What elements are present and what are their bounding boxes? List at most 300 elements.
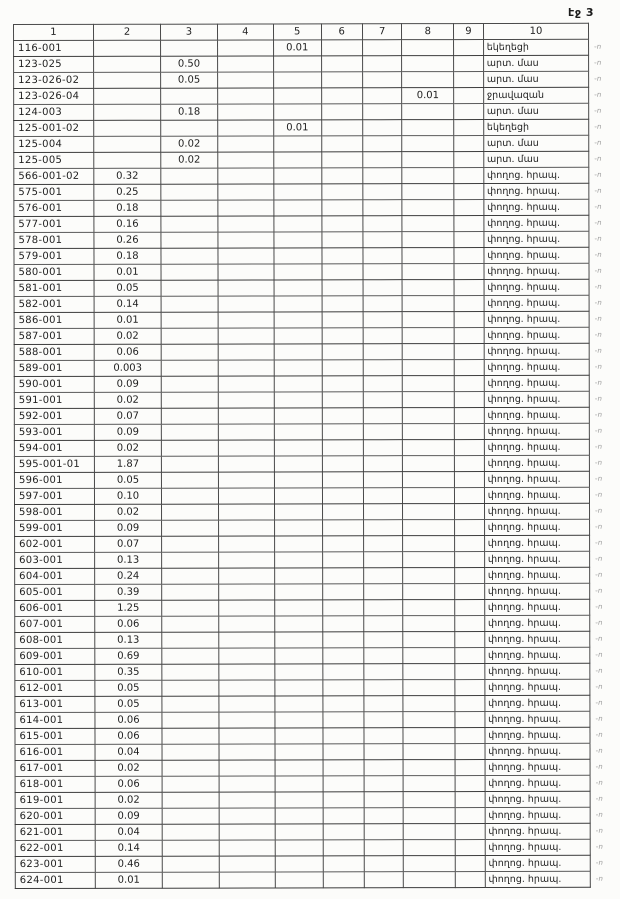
- value-cell: [322, 376, 363, 392]
- parcel-id-cell: 581-001: [14, 280, 94, 296]
- land-use-cell: փողոց. հրապ.: [484, 295, 590, 311]
- column-header: 2: [93, 24, 160, 40]
- value-cell: [363, 200, 403, 216]
- value-cell: [322, 296, 363, 312]
- parcel-id-cell: 594-001: [14, 440, 94, 456]
- value-cell: [363, 216, 403, 232]
- land-use-cell: փողոց. հրապ.: [484, 599, 590, 615]
- land-use-cell: փողոց. հրապ.: [485, 743, 591, 759]
- parcel-id-cell: 606-001: [15, 600, 95, 616]
- value-cell: 0.09: [94, 520, 161, 536]
- value-cell: [322, 728, 363, 744]
- land-use-cell: փողոց. հրապ.: [484, 327, 590, 343]
- value-cell: [219, 744, 275, 760]
- value-cell: [323, 840, 364, 856]
- land-use-cell: արտ. մաս: [483, 151, 589, 167]
- value-cell: [321, 216, 362, 232]
- table-row: [14, 103, 620, 120]
- margin-mark: ֊ո: [595, 474, 603, 483]
- margin-mark: ֊ո: [595, 458, 603, 467]
- value-cell: 0.05: [94, 280, 161, 296]
- column-header: 8: [402, 24, 454, 40]
- value-cell: [162, 616, 219, 632]
- value-cell: [161, 88, 218, 104]
- value-cell: [162, 824, 219, 840]
- value-cell: [402, 200, 454, 216]
- value-cell: [454, 248, 484, 264]
- value-cell: [454, 40, 484, 56]
- table-row: [14, 423, 620, 440]
- parcel-id-cell: 577-001: [14, 216, 94, 232]
- land-use-cell: եկեղեցի: [483, 119, 589, 135]
- value-cell: [218, 616, 274, 632]
- value-cell: [162, 600, 219, 616]
- table-row: [14, 391, 620, 408]
- margin-mark: ֊ո: [595, 522, 603, 531]
- value-cell: 0.06: [95, 712, 162, 728]
- table-row: [14, 183, 620, 200]
- parcel-id-cell: 125-005: [14, 152, 94, 168]
- value-cell: [403, 744, 455, 760]
- value-cell: [162, 872, 219, 888]
- parcel-id-cell: 124-003: [14, 104, 94, 120]
- value-cell: [364, 760, 404, 776]
- value-cell: [402, 248, 454, 264]
- table-row: [14, 439, 620, 456]
- margin-mark: ֊ո: [594, 282, 602, 291]
- value-cell: [454, 440, 484, 456]
- parcel-id-cell: 591-001: [14, 392, 94, 408]
- table-row: [14, 359, 620, 376]
- land-use-cell: արտ. մաս: [483, 135, 589, 151]
- value-cell: [218, 584, 274, 600]
- value-cell: [454, 456, 484, 472]
- value-cell: [363, 232, 403, 248]
- value-cell: [322, 344, 363, 360]
- land-use-cell: փողոց. հրապ.: [484, 247, 590, 263]
- value-cell: [322, 264, 363, 280]
- table-row: [14, 487, 620, 504]
- value-cell: [403, 664, 455, 680]
- value-cell: [363, 408, 403, 424]
- value-cell: [363, 472, 403, 488]
- value-cell: [275, 808, 323, 824]
- value-cell: [218, 184, 274, 200]
- value-cell: [161, 264, 218, 280]
- value-cell: [364, 792, 404, 808]
- value-cell: [364, 872, 404, 888]
- value-cell: [364, 744, 404, 760]
- parcel-id-cell: 616-001: [15, 744, 95, 760]
- value-cell: [275, 760, 323, 776]
- value-cell: [217, 40, 273, 56]
- value-cell: 0.05: [95, 680, 162, 696]
- value-cell: 0.13: [95, 632, 162, 648]
- value-cell: [403, 328, 455, 344]
- table-row: [15, 743, 620, 760]
- value-cell: [454, 184, 484, 200]
- parcel-id-cell: 575-001: [14, 184, 94, 200]
- value-cell: [275, 584, 323, 600]
- value-cell: [321, 248, 362, 264]
- table-row: [14, 39, 620, 56]
- parcel-id-cell: 608-001: [15, 632, 95, 648]
- parcel-id-cell: 587-001: [14, 328, 94, 344]
- table-row: [15, 599, 620, 616]
- value-cell: [321, 88, 362, 104]
- value-cell: [274, 360, 322, 376]
- margin-mark: ֊ո: [595, 730, 603, 739]
- value-cell: [273, 72, 321, 88]
- value-cell: [404, 872, 456, 888]
- value-cell: [403, 472, 455, 488]
- table-row: [14, 407, 620, 424]
- value-cell: [363, 520, 403, 536]
- value-cell: [275, 792, 323, 808]
- land-use-cell: եկեղեցի: [483, 39, 589, 55]
- margin-mark: ֊ո: [594, 154, 602, 163]
- value-cell: [454, 264, 484, 280]
- value-cell: [273, 88, 321, 104]
- value-cell: [274, 248, 322, 264]
- value-cell: [363, 488, 403, 504]
- value-cell: [321, 56, 362, 72]
- margin-mark: ֊ո: [595, 490, 603, 499]
- land-use-cell: փողոց. հրապ.: [484, 567, 590, 583]
- margin-mark: ֊ո: [594, 266, 602, 275]
- value-cell: [274, 440, 322, 456]
- table-row: [14, 199, 620, 216]
- value-cell: [219, 840, 275, 856]
- value-cell: [403, 536, 455, 552]
- value-cell: [454, 168, 484, 184]
- value-cell: [403, 568, 455, 584]
- value-cell: [454, 120, 484, 136]
- value-cell: 0.18: [94, 200, 161, 216]
- value-cell: 0.39: [94, 584, 161, 600]
- value-cell: 0.01: [273, 40, 321, 56]
- value-cell: [403, 600, 455, 616]
- table-row: [14, 279, 620, 296]
- margin-mark: ֊ո: [594, 58, 602, 67]
- value-cell: [161, 376, 218, 392]
- margin-mark: ֊ո: [595, 842, 603, 851]
- margin-mark: ֊ո: [595, 698, 603, 707]
- value-cell: 0.05: [95, 696, 162, 712]
- value-cell: [275, 664, 323, 680]
- parcel-id-cell: 593-001: [14, 424, 94, 440]
- table-row: [14, 71, 620, 88]
- value-cell: [454, 424, 484, 440]
- value-cell: [454, 408, 484, 424]
- value-cell: 0.02: [94, 392, 161, 408]
- table-row: [15, 871, 620, 888]
- parcel-id-cell: 615-001: [15, 728, 95, 744]
- value-cell: [162, 792, 219, 808]
- margin-mark: ֊ո: [594, 362, 602, 371]
- land-use-cell: փողոց. հրապ.: [485, 775, 591, 791]
- value-cell: 0.05: [161, 72, 218, 88]
- land-use-cell: փողոց. հրապ.: [485, 823, 591, 839]
- margin-mark: ֊ո: [594, 186, 602, 195]
- value-cell: [364, 552, 404, 568]
- value-cell: 0.50: [161, 56, 218, 72]
- value-cell: [274, 184, 322, 200]
- value-cell: [274, 424, 322, 440]
- value-cell: [323, 824, 364, 840]
- table-row: [15, 807, 620, 824]
- margin-mark: ֊ո: [595, 682, 603, 691]
- value-cell: [364, 840, 404, 856]
- value-cell: [364, 536, 404, 552]
- value-cell: [364, 584, 404, 600]
- value-cell: [402, 72, 454, 88]
- value-cell: 0.26: [94, 232, 161, 248]
- margin-mark: ֊ո: [594, 234, 602, 243]
- value-cell: [161, 392, 218, 408]
- value-cell: [364, 696, 404, 712]
- value-cell: [218, 376, 274, 392]
- land-use-cell: փողոց. հրապ.: [484, 391, 590, 407]
- value-cell: [322, 520, 363, 536]
- land-use-cell: փողոց. հրապ.: [484, 439, 590, 455]
- value-cell: [218, 440, 274, 456]
- value-cell: [364, 632, 404, 648]
- parcel-id-cell: 598-001: [15, 504, 95, 520]
- value-cell: 0.18: [161, 104, 218, 120]
- value-cell: [322, 552, 363, 568]
- value-cell: [322, 472, 363, 488]
- value-cell: 1.25: [95, 600, 162, 616]
- value-cell: [218, 456, 274, 472]
- value-cell: [364, 568, 404, 584]
- value-cell: [218, 504, 274, 520]
- value-cell: [363, 280, 403, 296]
- value-cell: [455, 744, 485, 760]
- value-cell: [322, 312, 363, 328]
- value-cell: 0.01: [94, 264, 161, 280]
- value-cell: [455, 552, 485, 568]
- value-cell: [363, 424, 403, 440]
- value-cell: 0.06: [94, 344, 161, 360]
- table-row: [14, 119, 620, 136]
- value-cell: [219, 760, 275, 776]
- land-use-cell: փողոց. հրապ.: [485, 855, 591, 871]
- parcel-id-cell: 621-001: [15, 824, 95, 840]
- value-cell: 0.02: [94, 328, 161, 344]
- value-cell: [218, 312, 274, 328]
- value-cell: 0.02: [94, 440, 161, 456]
- value-cell: 0.07: [94, 408, 161, 424]
- value-cell: 0.14: [94, 296, 161, 312]
- value-cell: [322, 360, 363, 376]
- land-use-cell: արտ. մաս: [483, 55, 589, 71]
- table-row: [14, 327, 620, 344]
- value-cell: [162, 728, 219, 744]
- value-cell: [363, 344, 403, 360]
- value-cell: [274, 568, 322, 584]
- column-header: 6: [321, 24, 362, 40]
- parcel-id-cell: 595-001-01: [14, 456, 94, 472]
- value-cell: [161, 40, 218, 56]
- value-cell: 0.32: [94, 168, 161, 184]
- value-cell: [274, 488, 322, 504]
- value-cell: [363, 296, 403, 312]
- value-cell: [275, 696, 323, 712]
- value-cell: [274, 200, 322, 216]
- land-use-cell: փողոց. հրապ.: [484, 407, 590, 423]
- value-cell: [321, 232, 362, 248]
- value-cell: [455, 776, 485, 792]
- value-cell: [454, 392, 484, 408]
- parcel-id-cell: 580-001: [14, 264, 94, 280]
- value-cell: [274, 264, 322, 280]
- column-header: 10: [483, 23, 589, 39]
- value-cell: [161, 296, 218, 312]
- parcel-id-cell: 592-001: [14, 408, 94, 424]
- parcel-id-cell: 116-001: [14, 40, 94, 56]
- value-cell: [364, 600, 404, 616]
- value-cell: [323, 808, 364, 824]
- value-cell: [454, 296, 484, 312]
- table-row: [15, 855, 620, 872]
- value-cell: [274, 136, 322, 152]
- value-cell: [217, 104, 273, 120]
- value-cell: [403, 488, 455, 504]
- value-cell: [455, 632, 485, 648]
- value-cell: [161, 360, 218, 376]
- value-cell: [403, 712, 455, 728]
- value-cell: [455, 728, 485, 744]
- parcel-id-cell: 617-001: [15, 760, 95, 776]
- value-cell: [403, 696, 455, 712]
- value-cell: [275, 616, 323, 632]
- value-cell: 0.10: [94, 488, 161, 504]
- value-cell: [363, 392, 403, 408]
- value-cell: [403, 392, 455, 408]
- value-cell: [363, 120, 403, 136]
- value-cell: 0.18: [94, 248, 161, 264]
- margin-mark: ֊ո: [595, 810, 603, 819]
- value-cell: [218, 328, 274, 344]
- value-cell: [217, 168, 273, 184]
- parcel-id-cell: 578-001: [14, 232, 94, 248]
- value-cell: [363, 456, 403, 472]
- value-cell: [364, 616, 404, 632]
- margin-mark: ֊ո: [595, 570, 603, 579]
- value-cell: [455, 760, 485, 776]
- value-cell: [363, 248, 403, 264]
- value-cell: [454, 280, 484, 296]
- value-cell: [218, 264, 274, 280]
- value-cell: [404, 824, 456, 840]
- table-row: [14, 55, 620, 72]
- table-row: [15, 535, 620, 552]
- value-cell: [455, 568, 485, 584]
- value-cell: [274, 328, 322, 344]
- value-cell: 0.14: [95, 840, 162, 856]
- parcel-id-cell: 566-001-02: [14, 168, 94, 184]
- land-use-cell: փողոց. հրապ.: [485, 839, 591, 855]
- page-number-label: էջ 3: [568, 6, 594, 19]
- value-cell: [218, 408, 274, 424]
- value-cell: [93, 88, 160, 104]
- value-cell: [162, 504, 219, 520]
- value-cell: [364, 648, 404, 664]
- margin-mark: ֊ո: [596, 874, 603, 883]
- value-cell: [322, 696, 363, 712]
- margin-mark: ֊ո: [595, 618, 603, 627]
- value-cell: [455, 664, 485, 680]
- value-cell: [404, 808, 456, 824]
- value-cell: [161, 280, 218, 296]
- value-cell: 0.02: [161, 136, 218, 152]
- value-cell: [454, 72, 484, 88]
- margin-mark: ֊ո: [595, 746, 603, 755]
- value-cell: [274, 152, 322, 168]
- parcel-id-cell: 582-001: [14, 296, 94, 312]
- value-cell: [454, 200, 484, 216]
- value-cell: [219, 776, 275, 792]
- value-cell: [162, 456, 219, 472]
- parcel-id-cell: 589-001: [14, 360, 94, 376]
- parcel-id-cell: 605-001: [15, 584, 95, 600]
- value-cell: [363, 136, 403, 152]
- value-cell: [403, 440, 455, 456]
- value-cell: 0.02: [95, 760, 162, 776]
- land-use-cell: փողոց. հրապ.: [484, 455, 590, 471]
- value-cell: [274, 168, 322, 184]
- value-cell: [321, 72, 362, 88]
- value-cell: [455, 504, 485, 520]
- value-cell: [322, 328, 363, 344]
- value-cell: [274, 280, 322, 296]
- table-row: [15, 631, 620, 648]
- value-cell: [274, 392, 322, 408]
- value-cell: [322, 632, 363, 648]
- parcel-id-cell: 597-001: [14, 488, 94, 504]
- margin-mark: ֊ո: [595, 538, 603, 547]
- land-use-cell: փողոց. հրապ.: [484, 375, 590, 391]
- value-cell: [363, 504, 403, 520]
- value-cell: [322, 680, 363, 696]
- parcel-id-cell: 609-001: [15, 648, 95, 664]
- value-cell: [274, 376, 322, 392]
- table-row: [14, 311, 620, 328]
- value-cell: [363, 328, 403, 344]
- value-cell: [218, 248, 274, 264]
- value-cell: [161, 408, 218, 424]
- value-cell: [455, 808, 485, 824]
- value-cell: [162, 664, 219, 680]
- land-use-cell: փողոց. հրապ.: [484, 183, 590, 199]
- value-cell: [218, 568, 274, 584]
- land-use-cell: փողոց. հրապ.: [485, 679, 591, 695]
- value-cell: [274, 296, 322, 312]
- value-cell: [403, 408, 455, 424]
- value-cell: [218, 632, 274, 648]
- parcel-id-cell: 576-001: [14, 200, 94, 216]
- margin-mark: ֊ո: [595, 778, 603, 787]
- value-cell: [454, 312, 484, 328]
- table-row: [14, 295, 620, 312]
- value-cell: 0.35: [95, 664, 162, 680]
- value-cell: [275, 856, 323, 872]
- land-use-cell: փողոց. հրապ.: [484, 535, 590, 551]
- value-cell: [162, 680, 219, 696]
- margin-mark: ֊ո: [595, 586, 603, 595]
- value-cell: [402, 184, 454, 200]
